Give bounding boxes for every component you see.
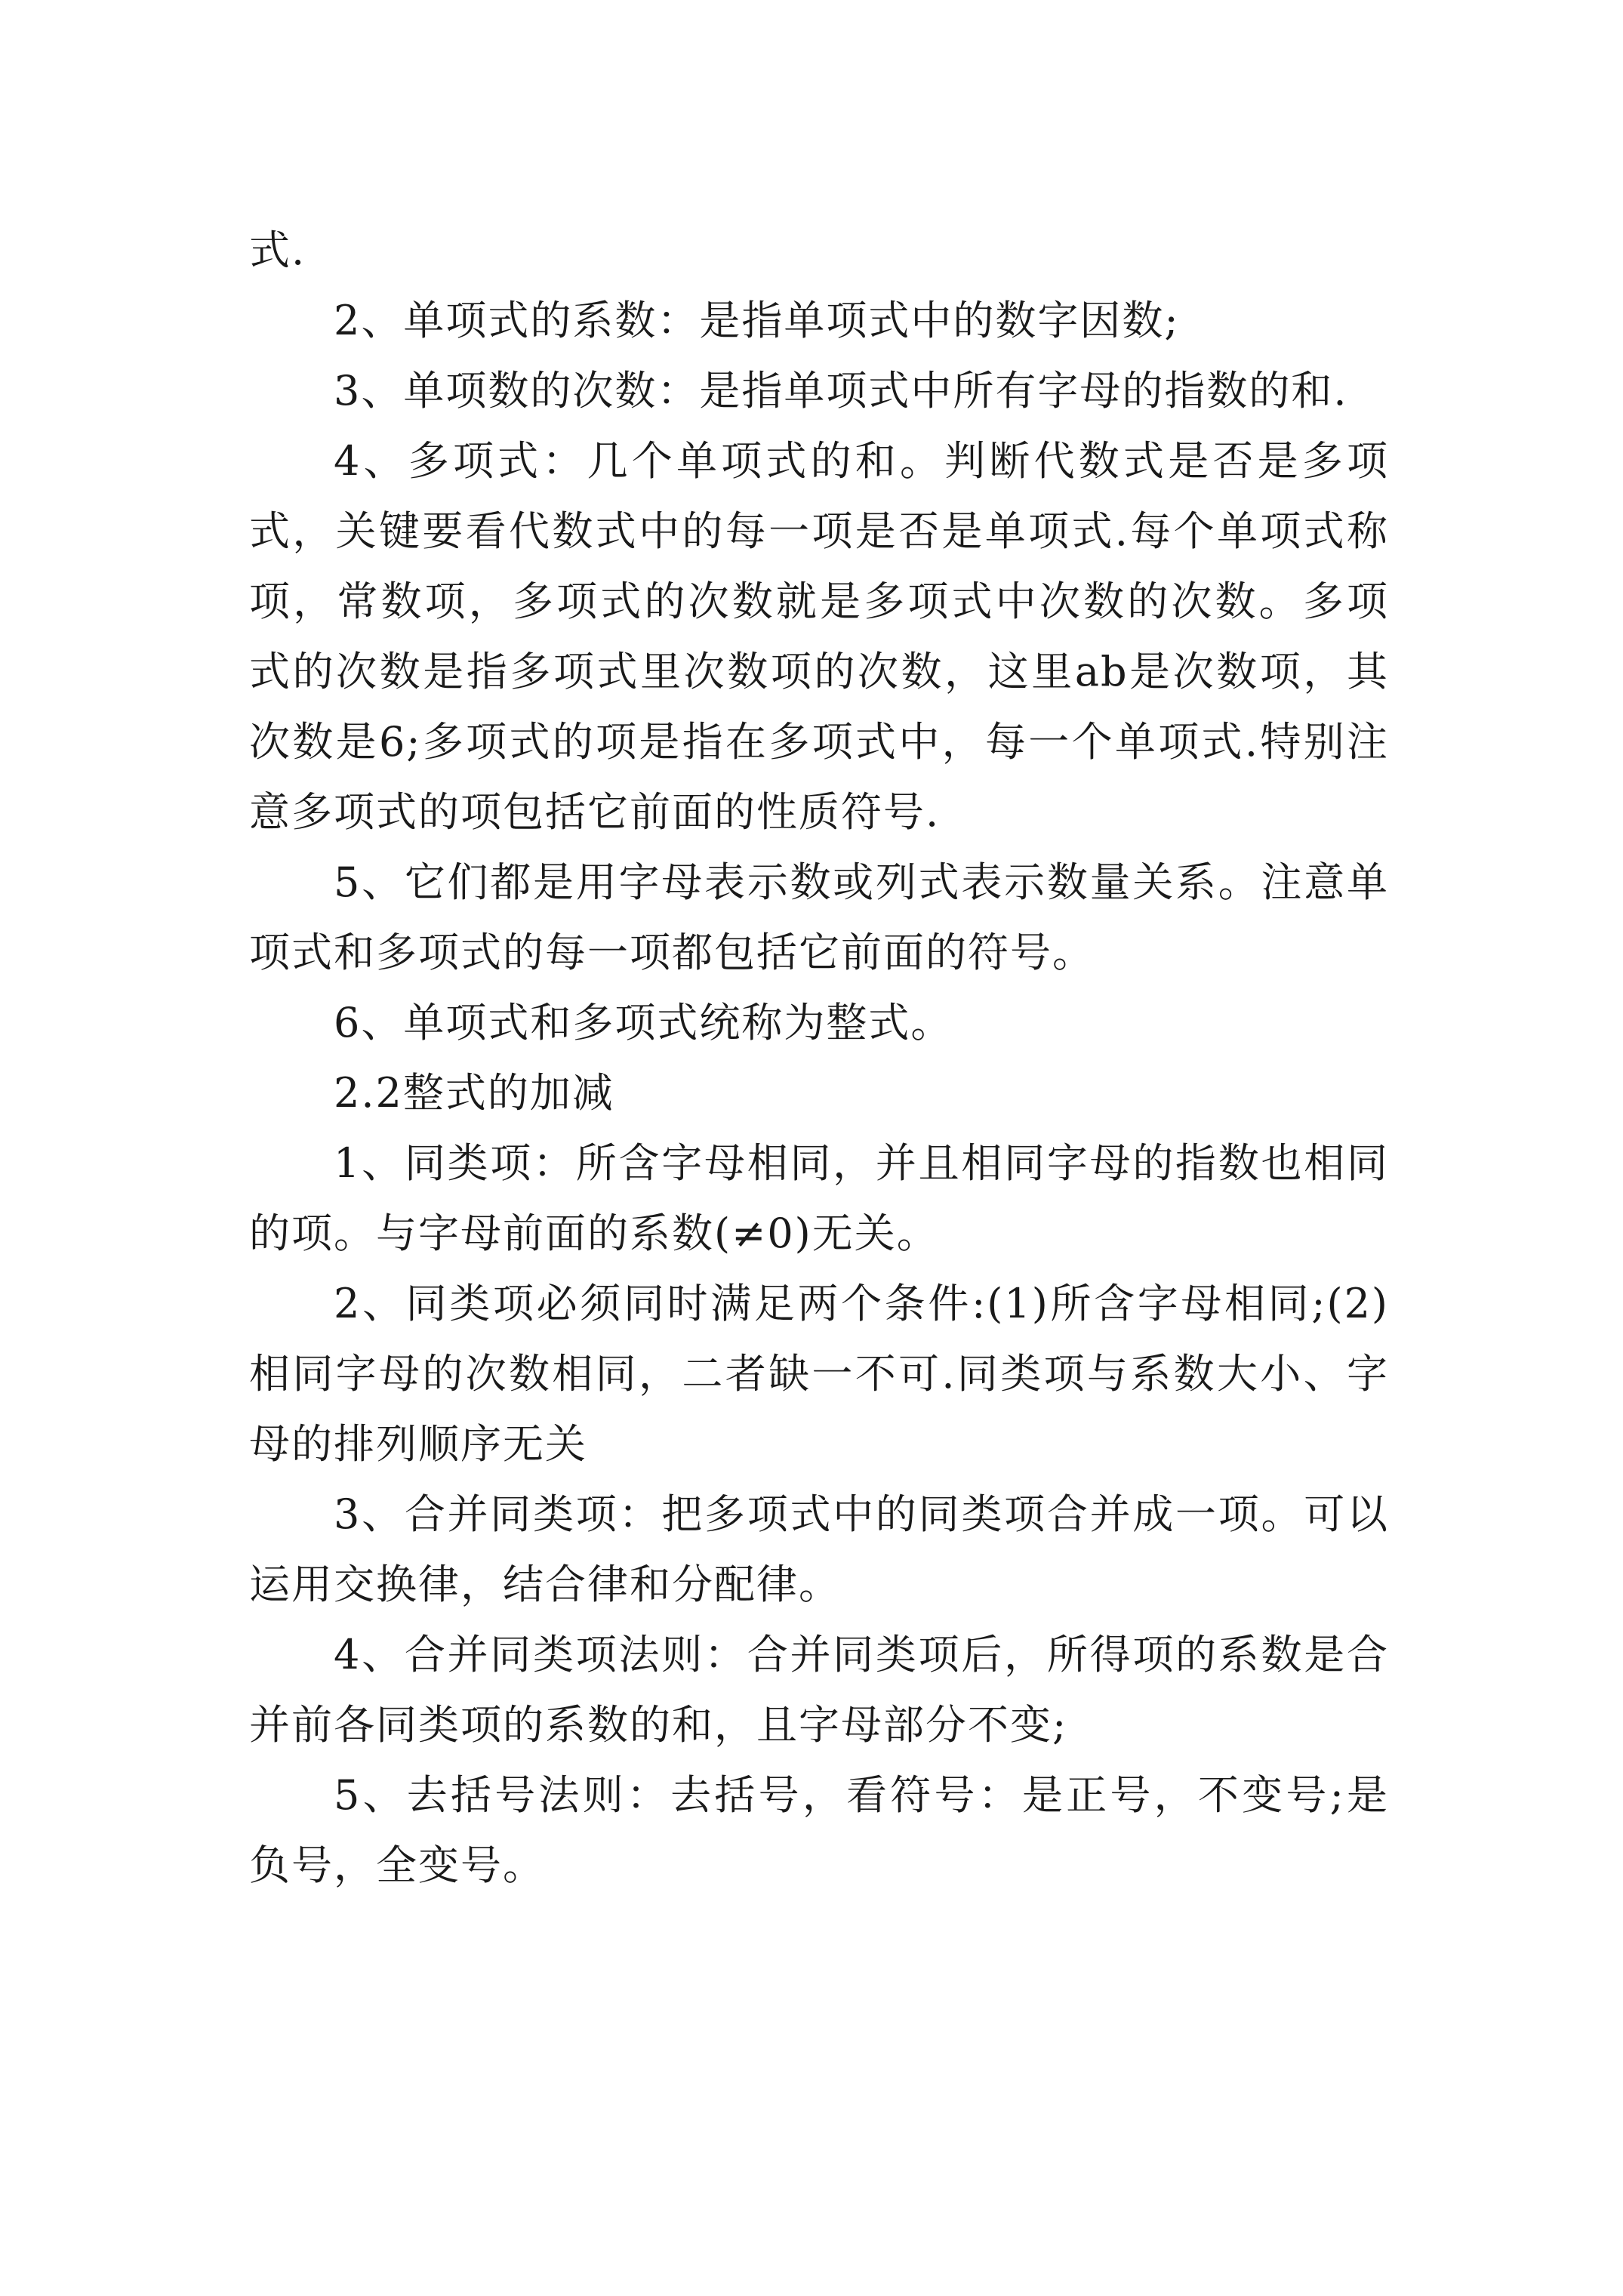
- paragraph-like-terms-conditions: 2、同类项必须同时满足两个条件:(1)所含字母相同;(2)相同字母的次数相同，二者缺一不可.同类项与系数大小、字母的排列顺序无关: [249, 1280, 1389, 1468]
- section-heading-addition-subtraction: 2.2整式的加减: [334, 1069, 614, 1117]
- paragraph-polynomial: 4、多项式：几个单项式的和。判断代数式是否是多项式，关键要看代数式中的每一项是否是单项式.每个单项式称项，常数项，多项式的次数就是多项式中次数的次数。多项式的次数是指多项式里次数项的次数，这里ab是次数项，其次数是6;多项式的项是指在多项式中，每一个单项式.特别注意多项式的项包括它前面的性质符号.: [249, 437, 1389, 836]
- paragraph-continuation: 式.: [249, 227, 306, 274]
- paragraph-letters-represent-numbers: 5、它们都是用字母表示数或列式表示数量关系。注意单项式和多项式的每一项都包括它前面的符号。: [249, 858, 1389, 976]
- paragraph-monomial-coefficient: 2、单项式的系数：是指单项式中的数字因数;: [334, 297, 1180, 344]
- paragraph-combine-like-terms: 3、合并同类项：把多项式中的同类项合并成一项。可以运用交换律，结合律和分配律。: [249, 1490, 1389, 1608]
- paragraph-monomial-degree: 3、单项数的次数：是指单项式中所有字母的指数的和.: [334, 367, 1348, 415]
- paragraph-parentheses-rule: 5、去括号法则：去括号，看符号：是正号，不变号;是负号，全变号。: [249, 1771, 1389, 1889]
- paragraph-combine-rule: 4、合并同类项法则：合并同类项后，所得项的系数是合并前各同类项的系数的和，且字母部分不变;: [249, 1631, 1389, 1749]
- document-body: [249, 215, 1389, 1900]
- paragraph-integral-expression: 6、单项式和多项式统称为整式。: [334, 999, 953, 1046]
- paragraph-like-terms: 1、同类项：所含字母相同，并且相同字母的指数也相同的项。与字母前面的系数(≠0)无关。: [249, 1139, 1389, 1257]
